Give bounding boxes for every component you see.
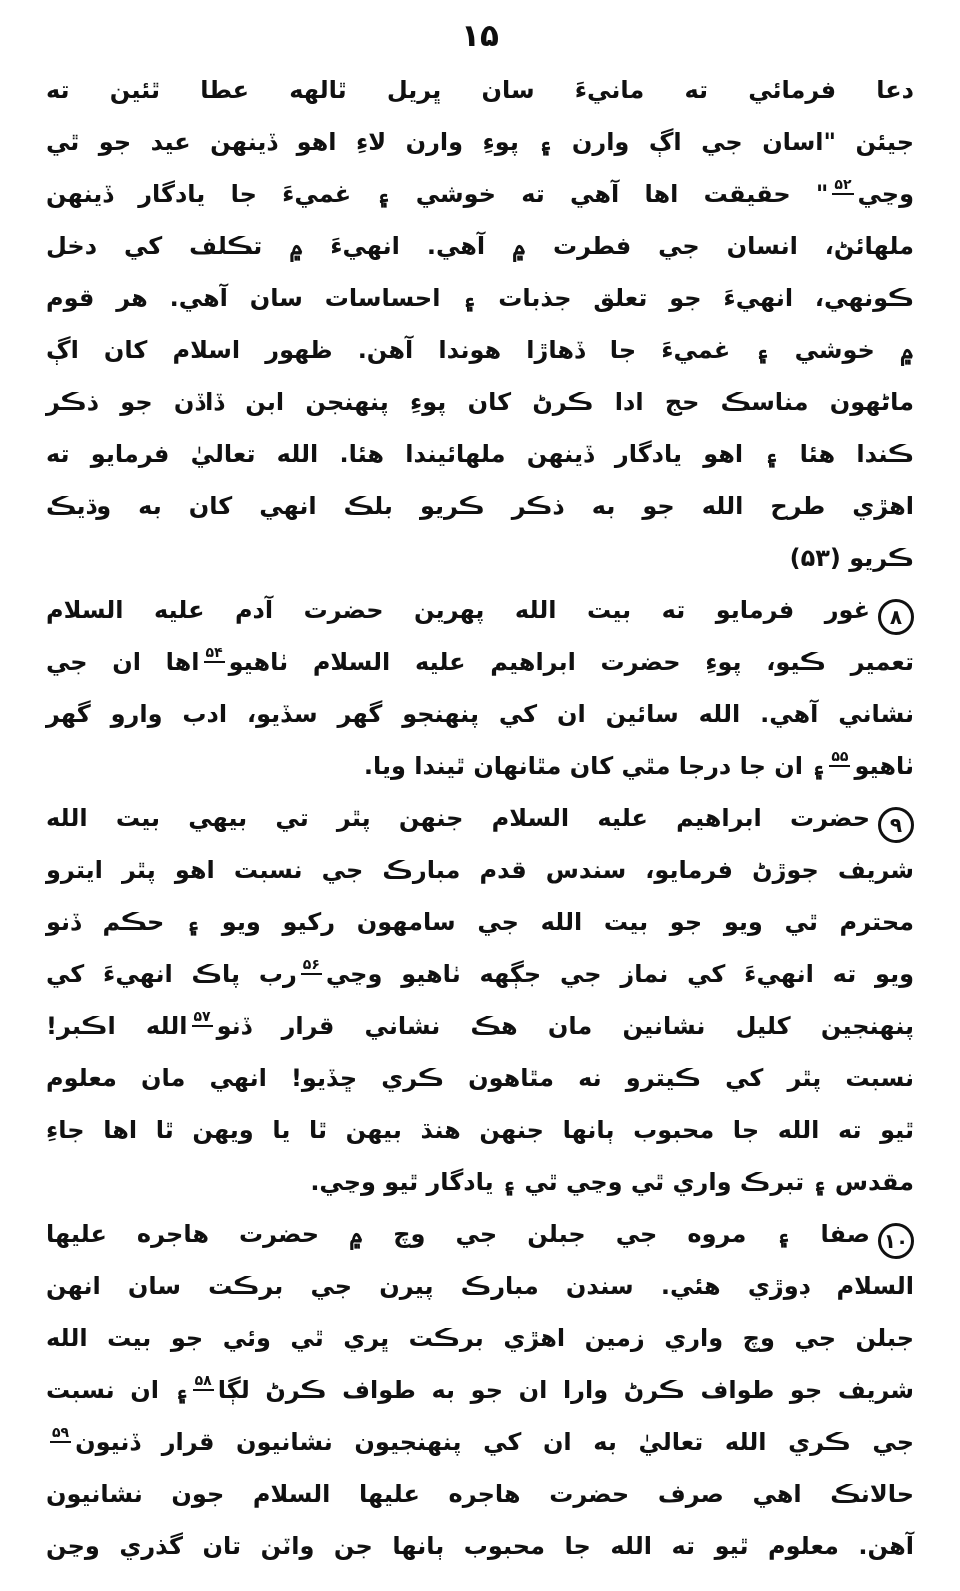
page-number: ۱۵	[461, 18, 499, 54]
text-line	[46, 168, 914, 220]
text-line	[46, 1364, 914, 1416]
text-line	[46, 1208, 914, 1260]
text-segment: ٿيو ته الله جا محبوب ٻانها جنهن هنڌ بيهن ٿا يا ويهن ٿا اها جاءِ	[46, 1116, 914, 1144]
text-line	[46, 1520, 914, 1572]
text-segment: نسبت پٿر کي ڪيترو نه مٿاهون ڪري ڇڏيو! انهي مان معلوم	[46, 1064, 914, 1092]
text-segment: مقدس ۽ تبرڪ واري ٿي وڃي ٿي ۽ يادگار ٿيو وڃي.	[310, 1168, 914, 1196]
text-segment: ملهائڻ، انسان جي فطرت ۾ آهي. انهيءَ ۾ تڪلف کي دخل	[46, 232, 914, 260]
text-segment: الله اڪبر!	[46, 1012, 188, 1040]
text-line	[46, 64, 914, 116]
text-segment: جي ڪري الله تعاليٰ به ان کي پنهنجيون نشانيون قرار ڏنيون	[75, 1428, 914, 1456]
text-line	[46, 1000, 914, 1052]
text-segment: اهڙي طرح الله جو به ذڪر ڪريو بلڪ انهي کان به وڌيڪ	[46, 492, 914, 520]
text-line	[46, 324, 914, 376]
text-segment: ڪونهي، انهيءَ جو تعلق جذبات ۽ احساسات سان آهي. هر قوم	[46, 284, 914, 312]
text-block	[46, 64, 914, 1572]
text-line	[46, 1416, 914, 1468]
footnote-marker: ۵۵	[831, 749, 849, 765]
text-line	[46, 896, 914, 948]
text-segment: وڃي	[857, 180, 914, 208]
text-segment: غور فرمايو ته بيت الله پهرين حضرت آدم عليه السلام	[46, 596, 870, 624]
text-line	[46, 1052, 914, 1104]
footnote-marker: ۵۸	[194, 1373, 212, 1389]
text-segment: نشاني آهي. الله سائين ان کي پنهنجو گهر سڏيو، ادب وارو گهر	[46, 700, 914, 728]
text-segment: ۽ ان نسبت	[46, 1376, 189, 1404]
footnote-marker: ۵۹	[52, 1425, 70, 1441]
text-segment: حضرت ابراهيم عليه السلام جنهن پٿر تي بيهي بيت الله	[46, 804, 870, 832]
text-segment: اها ان جي	[46, 648, 200, 676]
text-line	[46, 376, 914, 428]
text-line	[46, 688, 914, 740]
text-segment: آهن. معلوم ٿيو ته الله جا محبوب ٻانها جن واٽن تان گذري وڃن	[46, 1532, 914, 1560]
text-segment: پنهنجين کليل نشانين مان هڪ نشاني قرار ڏنو	[216, 1012, 914, 1040]
footnote-marker: ۵۷	[193, 1009, 211, 1025]
text-line	[46, 1260, 914, 1312]
footnote-marker: ۵۶	[302, 957, 320, 973]
paragraph-number: ۹	[878, 807, 914, 843]
text-segment: ٺاهيو	[854, 752, 914, 780]
text-segment: ويو ته انهيءَ کي نماز جي جڳهه ٺاهيو وڃي	[325, 960, 914, 988]
text-segment: ماڻهون مناسڪ حج ادا ڪرڻ کان پوءِ پنهنجن ابن ڏاڏن جو ذڪر	[46, 388, 914, 416]
text-segment: جبلن جي وچ واري زمين اهڙي برڪت ڀري ٿي وئي جو بيت الله	[46, 1324, 914, 1352]
text-segment: ۾ خوشي ۽ غميءَ جا ڏهاڙا هوندا آهن. ظهور اسلام کان اڳ	[46, 336, 914, 364]
text-line	[46, 532, 914, 584]
text-line	[46, 1468, 914, 1520]
paragraph-number: ۸	[878, 599, 914, 635]
text-line	[46, 636, 914, 688]
text-segment: شريف جو طواف ڪرڻ وارا ان جو به طواف ڪرڻ لڳا	[217, 1376, 914, 1404]
text-line	[46, 428, 914, 480]
footnote-marker: ۵۴	[205, 645, 223, 661]
text-line	[46, 584, 914, 636]
text-segment: " حقيقت اها آهي ته خوشي ۽ غميءَ جا يادگار ڏينهن	[46, 180, 829, 208]
text-line	[46, 844, 914, 896]
text-line	[46, 948, 914, 1000]
text-segment: دعا فرمائي ته مانيءَ سان ڀريل ٿالهه عطا ٿئين ته	[46, 76, 914, 104]
text-segment: رب پاڪ انهيءَ کي	[46, 960, 297, 988]
text-line	[46, 220, 914, 272]
text-line	[46, 1156, 914, 1208]
paragraph-number: ۱۰	[878, 1223, 914, 1259]
text-segment: جيئن "اسان جي اڳ وارن ۽ پوءِ وارن لاءِ اهو ڏينهن عيد جو ٿي	[46, 128, 914, 156]
text-segment: السلام ڊوڙي هئي. سندن مبارڪ پيرن جي برڪت سان انهن	[46, 1272, 914, 1300]
text-segment: ۽ ان جا درجا مٿي کان مٿانهان ٿيندا ويا.	[363, 752, 826, 780]
text-segment: ڪندا هئا ۽ اهو يادگار ڏينهن ملهائيندا هئا. الله تعاليٰ فرمايو ته	[46, 440, 914, 468]
text-line	[46, 480, 914, 532]
text-segment: حالانڪ اهي صرف حضرت هاجره عليها السلام جون نشانيون	[46, 1480, 914, 1508]
text-segment: ڪريو (۵۳)	[789, 544, 914, 572]
text-line	[46, 1104, 914, 1156]
text-line	[46, 272, 914, 324]
text-line	[46, 740, 914, 792]
footnote-marker: ۵۲	[834, 177, 852, 193]
text-line	[46, 1312, 914, 1364]
text-segment: تعمير ڪيو، پوءِ حضرت ابراهيم عليه السلام ٺاهيو	[228, 648, 914, 676]
text-segment: شريف جوڙڻ فرمايو، سندس قدم مبارڪ جي نسبت اهو پٿر ايترو	[46, 856, 914, 884]
text-line	[46, 792, 914, 844]
text-segment: صفا ۽ مروه جي جبلن جي وچ ۾ حضرت هاجره عليها	[46, 1220, 870, 1248]
text-segment: محترم ٿي ويو جو بيت الله جي سامهون رکيو ويو ۽ حڪم ڏنو	[46, 908, 914, 936]
text-line	[46, 116, 914, 168]
